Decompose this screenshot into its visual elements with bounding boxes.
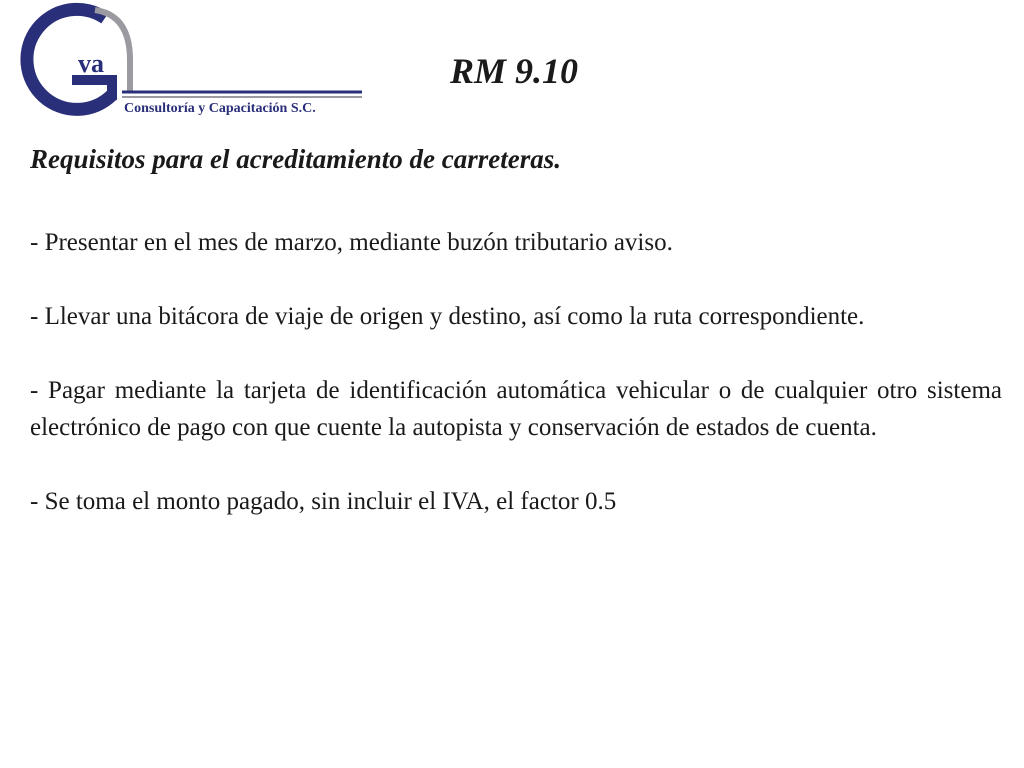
gva-logo-mark (0, 0, 380, 120)
slide-title: RM 9.10 (450, 51, 579, 91)
requirements-list (30, 224, 1002, 557)
logo-company-name: Consultoría y Capacitación S.C. (124, 101, 316, 116)
logo-mark-text: va (78, 49, 104, 78)
list-item: - Se toma el monto pagado, sin incluir el IVA, el factor 0.5 (30, 488, 617, 515)
company-logo (0, 0, 380, 120)
slide-subtitle: Requisitos para el acreditamiento de carreteras. (30, 144, 561, 174)
list-item: - Llevar una bitácora de viaje de origen y destino, así como la ruta correspondiente. (30, 303, 865, 330)
list-item: - Presentar en el mes de marzo, mediante buzón tributario aviso. (30, 229, 673, 256)
list-item: - Pagar mediante la tarjeta de identificación automática vehicular o de cualquier otro sistema electrónico de pago con que cuente la autopista y conservación de estados de cuenta. (30, 377, 1002, 441)
